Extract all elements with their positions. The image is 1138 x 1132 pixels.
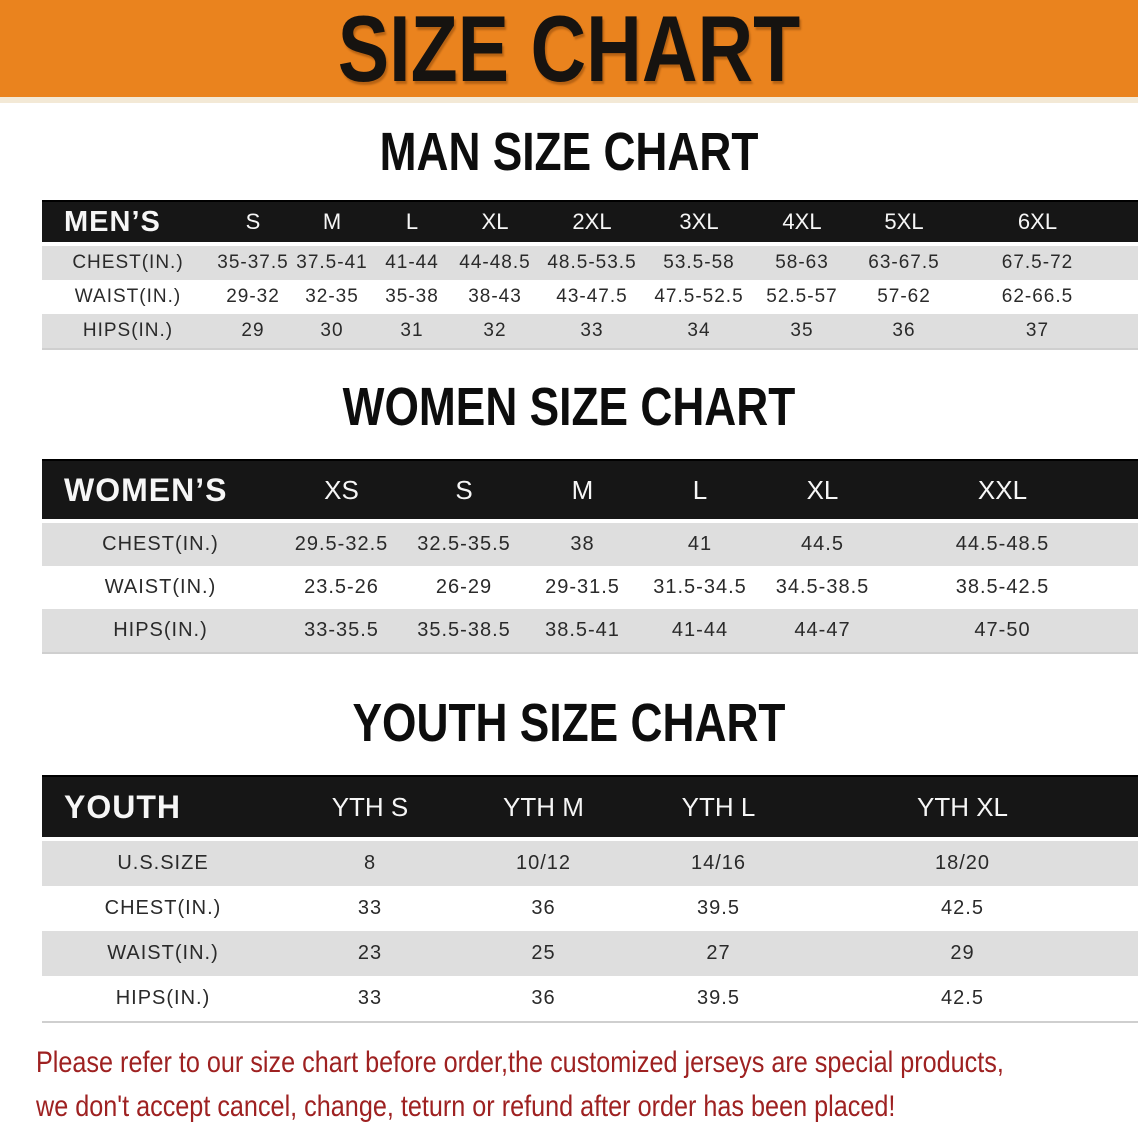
size-value-cell: 23 <box>357 942 383 964</box>
size-value-cell: 57-62 <box>877 286 931 307</box>
size-value-cell: 35-38 <box>385 286 439 307</box>
row-label: U.S.SIZE <box>117 852 209 874</box>
size-value-cell: 42.5 <box>806 976 1138 1023</box>
size-value-cell: 34.5-38.5 <box>775 576 870 598</box>
size-value-cell: 44-47 <box>759 609 886 654</box>
column-header: XL <box>452 200 538 246</box>
table-header-row <box>42 459 1138 523</box>
row-label: CHEST(IN.) <box>72 252 184 273</box>
column-header: S <box>404 459 524 523</box>
size-value-cell: 32-35 <box>305 286 359 307</box>
size-value-cell: 29 <box>950 942 975 964</box>
table-title-cell: WOMEN’S <box>42 459 279 523</box>
table-row <box>42 931 1138 976</box>
size-value-cell: 36 <box>456 976 631 1023</box>
table-row <box>42 314 1138 350</box>
men-section-heading: MAN SIZE CHART <box>379 122 759 182</box>
size-value-cell: 47-50 <box>886 609 1138 654</box>
table-header-row <box>42 775 1138 841</box>
size-value-cell: 27 <box>706 942 731 964</box>
table-header-row <box>42 200 1138 246</box>
size-value-cell: 52.5-57 <box>766 286 838 307</box>
youth-size-table <box>42 775 1138 1023</box>
size-value-cell: 35.5-38.5 <box>404 609 524 654</box>
size-value-cell: 39.5 <box>697 897 740 919</box>
size-value-cell: 41-44 <box>385 252 439 273</box>
table-row <box>42 246 1138 280</box>
size-value-cell: 44.5 <box>801 533 844 555</box>
section-youth <box>0 693 1138 1023</box>
row-label: WAIST(IN.) <box>104 576 217 598</box>
size-value-cell: 31.5-34.5 <box>653 576 747 598</box>
table-row <box>42 976 1138 1023</box>
column-header: L <box>372 200 452 246</box>
size-value-cell: 63-67.5 <box>868 252 940 273</box>
size-value-cell: 31 <box>372 314 452 350</box>
size-value-cell: 67.5-72 <box>1001 252 1074 273</box>
size-value-cell: 18/20 <box>934 852 991 874</box>
size-value-cell: 29 <box>214 314 292 350</box>
size-value-cell: 39.5 <box>631 976 806 1023</box>
row-label: HIPS(IN.) <box>42 609 279 654</box>
column-header: 6XL <box>956 200 1138 246</box>
size-value-cell: 53.5-58 <box>663 252 735 273</box>
size-value-cell: 38.5-41 <box>524 609 641 654</box>
size-value-cell: 33 <box>538 314 646 350</box>
size-value-cell: 41 <box>687 533 713 555</box>
size-value-cell: 32.5-35.5 <box>417 533 511 555</box>
column-header: YTH M <box>456 775 631 841</box>
size-value-cell: 25 <box>531 942 556 964</box>
size-value-cell: 37 <box>956 314 1138 350</box>
row-label: CHEST(IN.) <box>104 897 222 919</box>
section-women <box>0 377 1138 654</box>
column-header: 5XL <box>852 200 956 246</box>
size-value-cell: 33 <box>357 897 383 919</box>
size-value-cell: 41-44 <box>641 609 759 654</box>
size-value-cell: 44-48.5 <box>459 252 531 273</box>
table-title-cell: MEN’S <box>42 200 214 246</box>
size-value-cell: 47.5-52.5 <box>654 286 744 307</box>
size-value-cell: 42.5 <box>941 897 984 919</box>
women-size-table <box>42 459 1138 654</box>
size-value-cell: 14/16 <box>690 852 747 874</box>
column-header: XXL <box>886 459 1138 523</box>
disclaimer <box>36 1041 1138 1129</box>
size-value-cell: 48.5-53.5 <box>547 252 637 273</box>
size-value-cell: 29-31.5 <box>545 576 620 598</box>
row-label: WAIST(IN.) <box>107 942 219 964</box>
size-value-cell: 29-32 <box>226 286 280 307</box>
size-value-cell: 38-43 <box>468 286 522 307</box>
column-header: XS <box>279 459 404 523</box>
table-title-cell: YOUTH <box>42 775 284 841</box>
size-value-cell: 35-37.5 <box>217 252 289 273</box>
women-section-heading: WOMEN SIZE CHART <box>342 377 796 437</box>
size-value-cell: 34 <box>646 314 752 350</box>
men-size-table <box>42 200 1138 350</box>
size-value-cell: 29.5-32.5 <box>294 533 389 555</box>
table-row <box>42 886 1138 931</box>
size-value-cell: 62-66.5 <box>1001 286 1074 307</box>
row-label: HIPS(IN.) <box>42 314 214 350</box>
size-value-cell: 38.5-42.5 <box>955 576 1050 598</box>
size-value-cell: 23.5-26 <box>304 576 379 598</box>
size-value-cell: 8 <box>363 852 377 874</box>
size-value-cell: 38 <box>570 533 595 555</box>
section-men <box>0 122 1138 350</box>
size-value-cell: 32 <box>452 314 538 350</box>
table-row <box>42 566 1138 609</box>
disclaimer-line-2: we don't accept cancel, change, teturn or refund after order has been placed! <box>36 1090 896 1123</box>
size-value-cell: 33-35.5 <box>279 609 404 654</box>
size-value-cell: 35 <box>752 314 852 350</box>
row-label: WAIST(IN.) <box>74 286 182 307</box>
table-row <box>42 523 1138 566</box>
youth-section-heading: YOUTH SIZE CHART <box>352 693 786 753</box>
size-value-cell: 43-47.5 <box>556 286 628 307</box>
column-header: M <box>292 200 372 246</box>
disclaimer-line-1: Please refer to our size chart before order,the customized jerseys are special products, <box>36 1046 1004 1079</box>
column-header: XL <box>759 459 886 523</box>
size-chart-banner <box>0 0 1138 103</box>
size-value-cell: 33 <box>284 976 456 1023</box>
column-header: L <box>641 459 759 523</box>
table-row <box>42 280 1138 314</box>
column-header: 4XL <box>752 200 852 246</box>
size-value-cell: 37.5-41 <box>296 252 368 273</box>
column-header: YTH XL <box>806 775 1138 841</box>
size-value-cell: 26-29 <box>435 576 493 598</box>
row-label: HIPS(IN.) <box>42 976 284 1023</box>
size-value-cell: 36 <box>852 314 956 350</box>
column-header: YTH S <box>284 775 456 841</box>
column-header: YTH L <box>631 775 806 841</box>
column-header: 2XL <box>538 200 646 246</box>
size-value-cell: 10/12 <box>515 852 572 874</box>
row-label: CHEST(IN.) <box>102 533 219 555</box>
column-header: M <box>524 459 641 523</box>
column-header: S <box>214 200 292 246</box>
table-row <box>42 841 1138 886</box>
size-value-cell: 36 <box>531 897 556 919</box>
banner-title: SIZE CHART <box>337 0 801 101</box>
size-value-cell: 58-63 <box>775 252 829 273</box>
column-header: 3XL <box>646 200 752 246</box>
table-row <box>42 609 1138 654</box>
size-value-cell: 44.5-48.5 <box>955 533 1050 555</box>
size-chart-body <box>0 122 1138 1129</box>
size-value-cell: 30 <box>292 314 372 350</box>
